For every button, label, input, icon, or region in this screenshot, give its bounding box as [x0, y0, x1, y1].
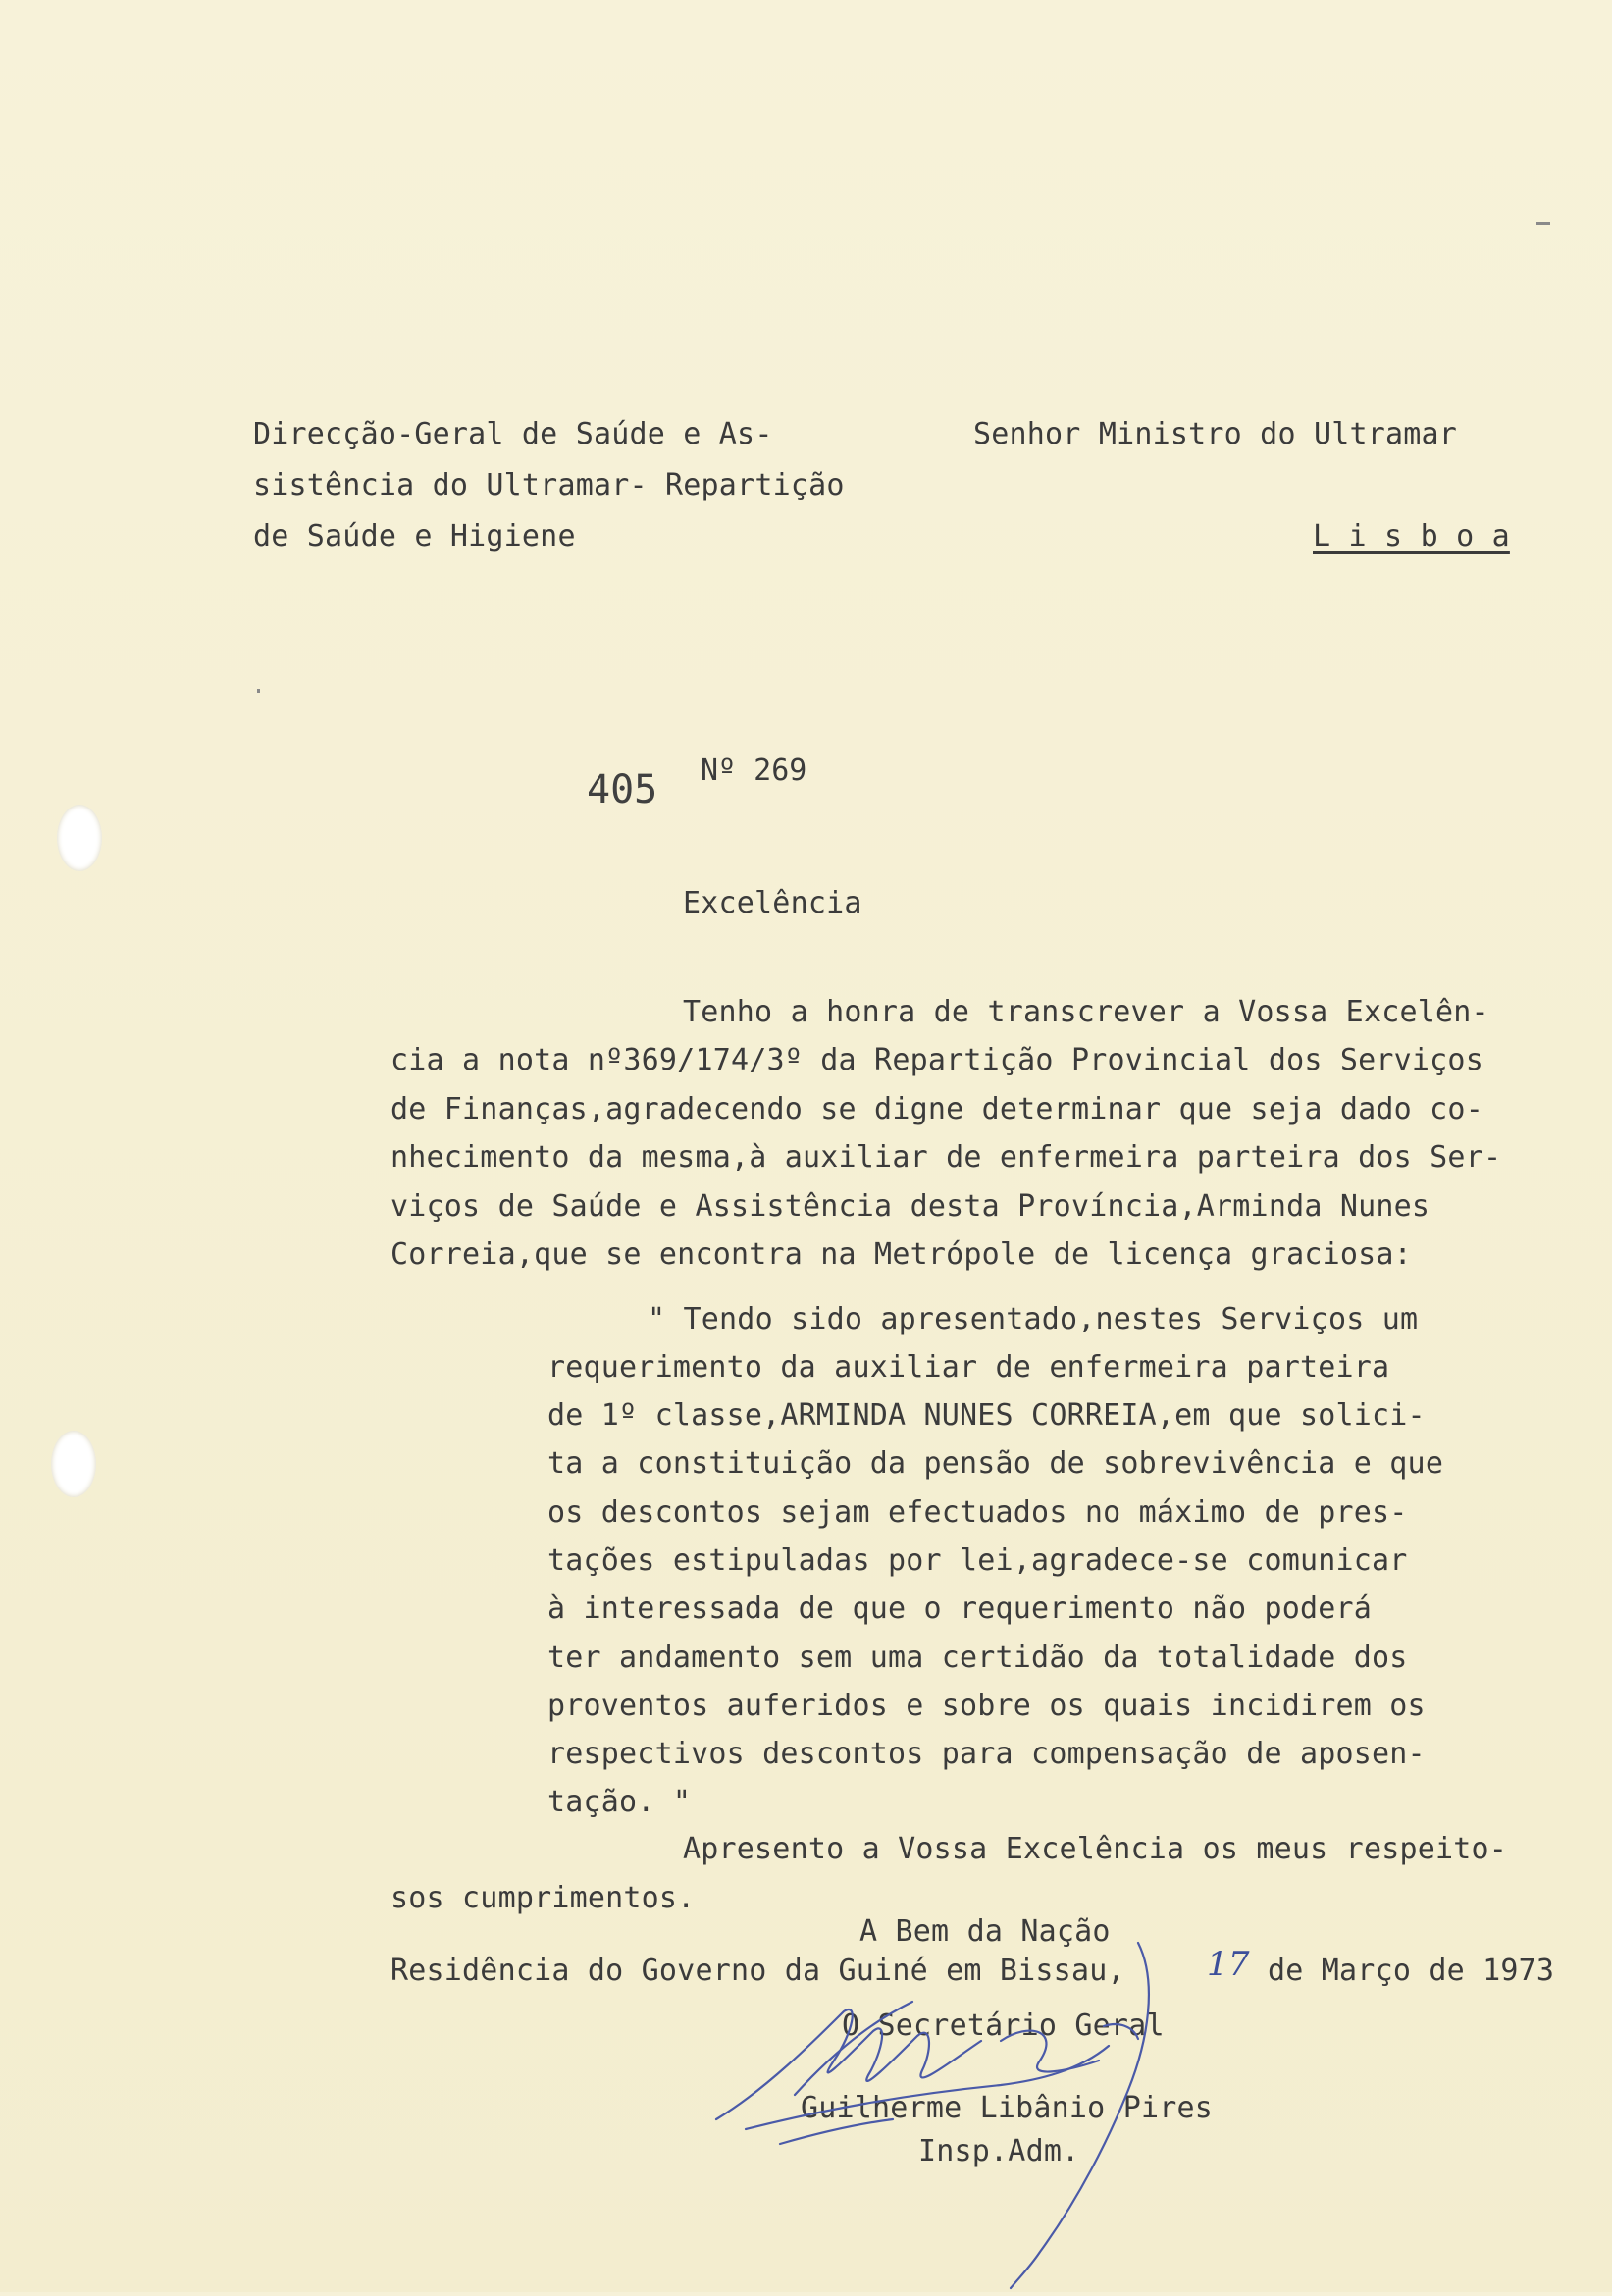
signatory-title: O Secretário Geral [842, 2009, 1165, 2043]
place-date-day: 17 [1207, 1945, 1250, 1984]
sender-line-2: sistência do Ultramar- Repartição [253, 468, 845, 502]
quote-line-10: respectivos descontos para compensação de aposen- [547, 1737, 1426, 1771]
quote-line-2: requerimento da auxiliar de enfermeira parteira [547, 1350, 1390, 1384]
edge-mark [1536, 222, 1550, 225]
closing-line-1: Apresento a Vossa Excelência os meus respeito- [683, 1832, 1508, 1866]
quote-line-7: à interessada de que o requerimento não poderá [547, 1592, 1373, 1626]
place-date-prefix: Residência do Governo da Guiné em Bissau, [390, 1954, 1125, 1988]
place-date-suffix: de Março de 1973 [1268, 1954, 1555, 1988]
quote-line-3: de 1º classe,ARMINDA NUNES CORREIA,em que solici- [547, 1398, 1426, 1433]
body-line-4: nhecimento da mesma,à auxiliar de enfermeira parteira dos Ser- [390, 1140, 1502, 1174]
handwritten-signature [687, 1923, 1295, 2296]
body-line-1: Tenho a honra de transcrever a Vossa Excelên- [683, 995, 1489, 1029]
quote-line-4: ta a constituição da pensão de sobrevivência e que [547, 1446, 1444, 1481]
punch-hole-top [57, 805, 102, 871]
quote-line-1: " Tendo sido apresentado,nestes Serviços um [648, 1302, 1419, 1336]
punch-hole-bottom [51, 1431, 96, 1497]
body-line-6: Correia,que se encontra na Metrópole de licença graciosa: [390, 1237, 1412, 1272]
quote-line-8: ter andamento sem uma certidão da totalidade dos [547, 1641, 1408, 1675]
quote-line-5: os descontos sejam efectuados no máximo de pres- [547, 1495, 1408, 1530]
closing-line-2: sos cumprimentos. [390, 1881, 696, 1915]
body-line-2: cia a nota nº369/174/3º da Repartição Provincial dos Serviços [390, 1043, 1483, 1077]
signatory-name: Guilherme Libânio Pires [801, 2091, 1214, 2125]
quote-line-6: tações estipuladas por lei,agradece-se comunicar [547, 1543, 1408, 1578]
signatory-role: Insp.Adm. [918, 2134, 1080, 2168]
body-line-3: de Finanças,agradecendo se digne determinar que seja dado co- [390, 1092, 1483, 1126]
recipient-city: L i s b o a [1313, 519, 1510, 553]
salutation: Excelência [683, 886, 862, 920]
body-line-5: viços de Saúde e Assistência desta Província,Arminda Nunes [390, 1189, 1430, 1224]
sender-line-1: Direcção-Geral de Saúde e As- [253, 417, 773, 451]
edge-mark [257, 689, 260, 693]
recipient: Senhor Ministro do Ultramar [973, 417, 1458, 451]
quote-line-11: tação. " [547, 1785, 692, 1819]
quote-line-9: proventos auferidos e sobre os quais incidirem os [547, 1689, 1426, 1723]
reference-label: Nº 269 [701, 754, 807, 788]
motto: A Bem da Nação [859, 1914, 1111, 1949]
reference-number: 405 [587, 767, 658, 812]
sender-line-3: de Saúde e Higiene [253, 519, 576, 553]
